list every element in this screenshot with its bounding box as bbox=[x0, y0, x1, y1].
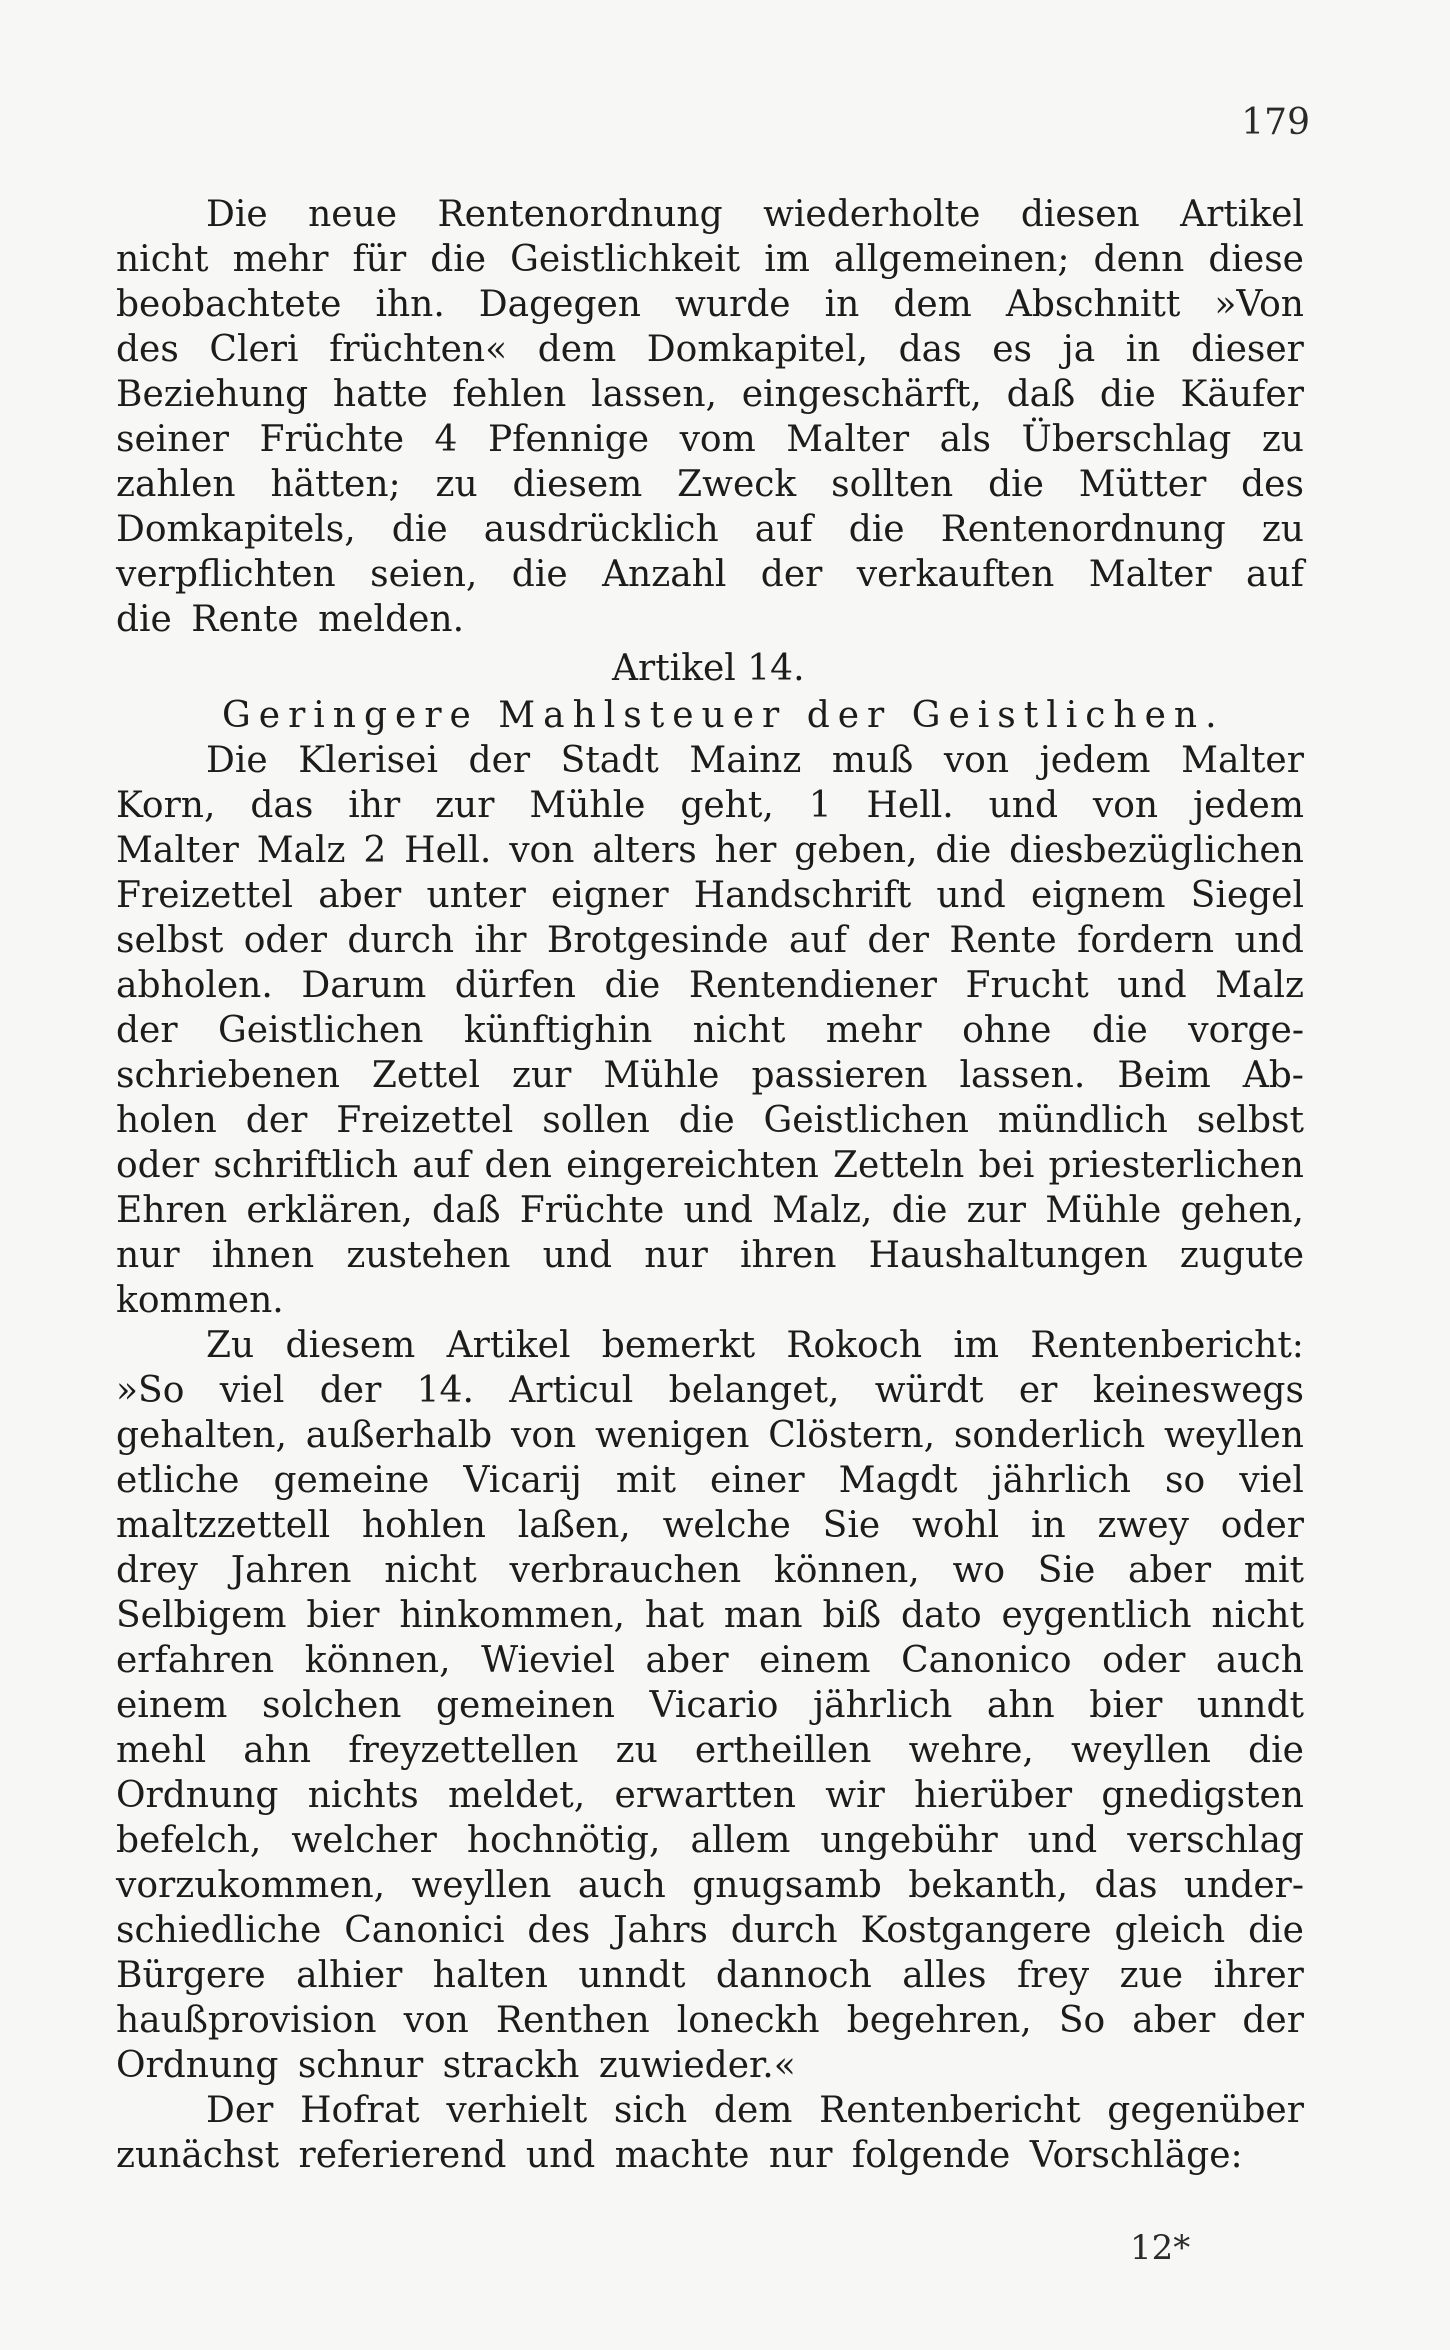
text-line: kommen. bbox=[116, 1280, 284, 1321]
body-text bbox=[116, 192, 1304, 2178]
text-line: zahlen hätten; zu diesem Zweck sollten die Mütter des bbox=[116, 464, 1304, 505]
paragraph bbox=[116, 192, 1304, 642]
text-line: vorzukommen, weyllen auch gnugsamb bekanth, das under- bbox=[116, 1865, 1304, 1906]
text-line: Zu diesem Artikel bemerkt Rokoch im Rentenbericht: bbox=[206, 1325, 1304, 1366]
text-line: seiner Früchte 4 Pfennige vom Malter als Überschlag zu bbox=[116, 419, 1304, 460]
paragraph bbox=[116, 192, 1304, 642]
text-line: maltzzettell hohlen laßen, welche Sie wohl in zwey oder bbox=[116, 1505, 1304, 1546]
text-line: oder schriftlich auf den eingereichten Zetteln bei priesterlichen bbox=[116, 1145, 1304, 1186]
article-title: Geringere Mahlsteuer der Geistlichen. bbox=[222, 695, 1225, 736]
text-line: Freizettel aber unter eigner Handschrift und eignem Siegel bbox=[116, 875, 1304, 916]
text-line: gehalten, außerhalb von wenigen Clöstern, sonderlich weyllen bbox=[116, 1415, 1304, 1456]
text-line: erfahren können, Wieviel aber einem Canonico oder auch bbox=[116, 1640, 1304, 1681]
text-line: verpflichten seien, die Anzahl der verkauften Malter auf bbox=[116, 554, 1304, 595]
text-line: haußprovision von Renthen loneckh begehren, So aber der bbox=[116, 2000, 1304, 2041]
text-line: einem solchen gemeinen Vicario jährlich ahn bier unndt bbox=[116, 1685, 1304, 1726]
text-line: nicht mehr für die Geistlichkeit im allgemeinen; denn diese bbox=[116, 239, 1304, 280]
text-line: Selbigem bier hinkommen, hat man biß dato eygentlich nicht bbox=[116, 1595, 1304, 1636]
paragraph bbox=[116, 738, 1304, 1323]
text-line: schiedliche Canonici des Jahrs durch Kostgangere gleich die bbox=[116, 1910, 1304, 1951]
text-line: Ordnung schnur strackh zuwieder.« bbox=[116, 2045, 796, 2086]
text-line: Die Klerisei der Stadt Mainz muß von jedem Malter bbox=[206, 740, 1304, 781]
paragraph bbox=[116, 1323, 1304, 2088]
text-line: befelch, welcher hochnötig, allem ungebühr und verschlag bbox=[116, 1820, 1304, 1861]
page-number: 179 bbox=[1241, 102, 1310, 143]
text-line: der Geistlichen künftighin nicht mehr ohne die vorge- bbox=[116, 1010, 1304, 1051]
article-number: Artikel 14. bbox=[612, 648, 805, 689]
text-line: holen der Freizettel sollen die Geistlichen mündlich selbst bbox=[116, 1100, 1304, 1141]
text-line: Malter Malz 2 Hell. von alters her geben, die diesbezüglichen bbox=[116, 830, 1304, 871]
text-line: nur ihnen zustehen und nur ihren Haushaltungen zugute bbox=[116, 1235, 1304, 1276]
text-line: Die neue Rentenordnung wiederholte diesen Artikel bbox=[206, 194, 1304, 235]
text-line: beobachtete ihn. Dagegen wurde in dem Abschnitt »Von bbox=[116, 284, 1304, 325]
text-line: Bürgere alhier halten unndt dannoch alles frey zue ihrer bbox=[116, 1955, 1304, 1996]
text-line: die Rente melden. bbox=[116, 599, 465, 640]
text-line: Korn, das ihr zur Mühle geht, 1 Hell. und von jedem bbox=[116, 785, 1304, 826]
text-line: Ehren erklären, daß Früchte und Malz, die zur Mühle gehen, bbox=[116, 1190, 1304, 1231]
signature-mark: 12* bbox=[1130, 2228, 1191, 2268]
text-line: des Cleri früchten« dem Domkapitel, das es ja in dieser bbox=[116, 329, 1304, 370]
text-line: mehl ahn freyzettellen zu ertheillen wehre, weyllen die bbox=[116, 1730, 1304, 1771]
text-line: schriebenen Zettel zur Mühle passieren lassen. Beim Ab- bbox=[116, 1055, 1304, 1096]
text-line: zunächst referierend und machte nur folgende Vorschläge: bbox=[116, 2135, 1243, 2176]
text-line: Ordnung nichts meldet, erwartten wir hierüber gnedigsten bbox=[116, 1775, 1304, 1816]
text-line: Der Hofrat verhielt sich dem Rentenbericht gegenüber bbox=[206, 2090, 1304, 2131]
paragraph-group bbox=[116, 738, 1304, 2178]
paragraph bbox=[116, 2088, 1304, 2178]
text-line: Domkapitels, die ausdrücklich auf die Rentenordnung zu bbox=[116, 509, 1304, 550]
text-line: abholen. Darum dürfen die Rentendiener Frucht und Malz bbox=[116, 965, 1304, 1006]
text-line: etliche gemeine Vicarij mit einer Magdt jährlich so viel bbox=[116, 1460, 1304, 1501]
text-line: »So viel der 14. Articul belanget, würdt er keineswegs bbox=[116, 1370, 1304, 1411]
text-line: Beziehung hatte fehlen lassen, eingeschärft, daß die Käufer bbox=[116, 374, 1304, 415]
text-line: selbst oder durch ihr Brotgesinde auf der Rente fordern und bbox=[116, 920, 1304, 961]
text-line: drey Jahren nicht verbrauchen können, wo Sie aber mit bbox=[116, 1550, 1304, 1591]
